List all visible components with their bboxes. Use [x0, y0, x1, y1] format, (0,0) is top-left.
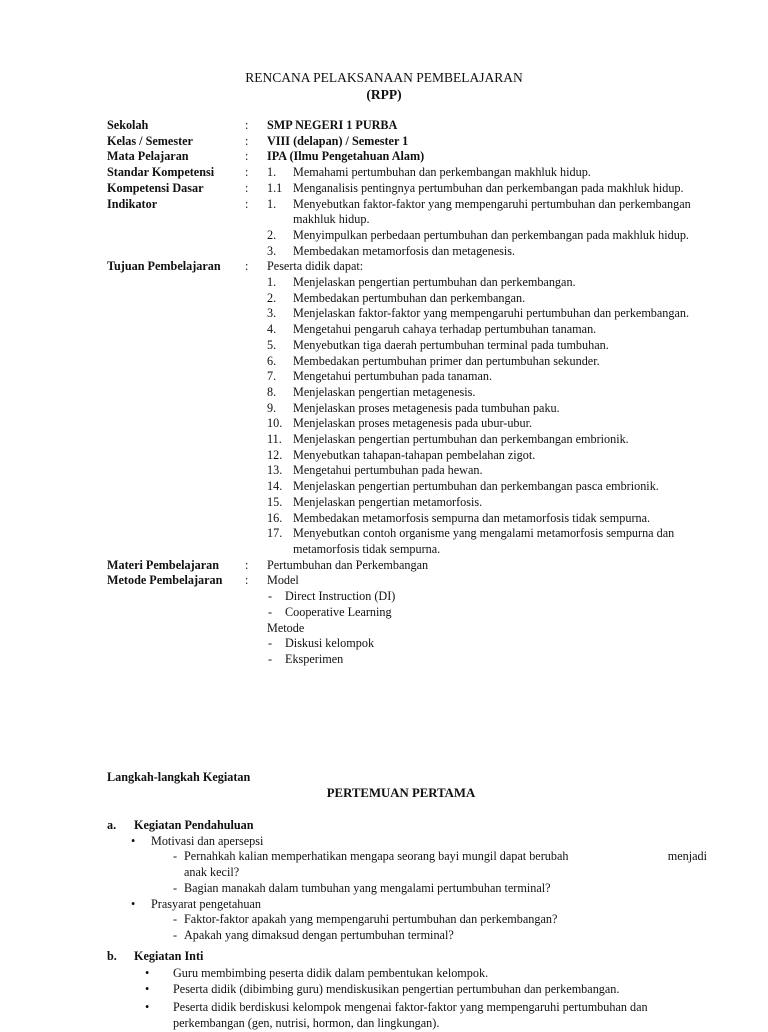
- list-item: - Pernahkah kalian memperhatikan mengapa seorang bayi mungil dapat berubah menjadi anak kecil?: [173, 849, 707, 880]
- label-indikator: Indikator: [107, 196, 158, 211]
- tujuan-list: [267, 259, 707, 557]
- kegiatan-b-title: Kegiatan Inti: [134, 949, 204, 963]
- list-item: - Direct Instruction (DI): [268, 589, 396, 604]
- kegiatan-a-title: Kegiatan Pendahuluan: [134, 818, 254, 832]
- langkah-heading: Langkah-langkah Kegiatan: [107, 770, 251, 784]
- row-materi: Materi Pembelajaran : Pertumbuhan dan Perkembangan: [107, 558, 707, 574]
- label-tujuan: Tujuan Pembelajaran: [107, 259, 221, 274]
- section-letter-a: a.: [107, 818, 117, 832]
- row-mapel: Mata Pelajaran : IPA (Ilmu Pengetahuan Alam): [107, 149, 707, 165]
- label-mapel: Mata Pelajaran: [107, 149, 189, 164]
- list-item: 14. Menjelaskan pengertian pertumbuhan dan perkembangan pasca embrionik.: [267, 479, 659, 494]
- value-materi: Pertumbuhan dan Perkembangan: [267, 557, 429, 572]
- list-item: - Bagian manakah dalam tumbuhan yang mengalami pertumbuhan terminal?: [173, 880, 551, 895]
- document-title: RENCANA PELAKSANAAN PEMBELAJARAN: [245, 70, 523, 85]
- list-item: 16. Membedakan metamorfosis sempurna dan metamorfosis tidak sempurna.: [267, 510, 651, 525]
- label-kelas: Kelas / Semester: [107, 133, 193, 148]
- list-item: - Faktor-faktor apakah yang mempengaruhi pertumbuhan dan perkembangan?: [173, 912, 558, 927]
- kegiatan-inti: [107, 949, 707, 1032]
- kd-number: 1.1: [267, 180, 283, 195]
- list-item: 8. Menjelaskan pengertian metagenesis.: [267, 384, 476, 399]
- list-item: 2. Membedakan pertumbuhan dan perkembangan.: [267, 290, 526, 305]
- label-metode: Metode Pembelajaran: [107, 573, 223, 588]
- list-item: - Diskusi kelompok: [268, 636, 375, 651]
- list-item: • Guru membimbing peserta didik dalam pembentukan kelompok.: [145, 965, 489, 980]
- list-item: 10. Menjelaskan proses metagenesis pada ubur-ubur.: [267, 416, 533, 431]
- list-item: 12. Menyebutkan tahapan-tahapan pembelahan zigot.: [267, 447, 536, 462]
- label-standar-kompetensi: Standar Kompetensi: [107, 165, 215, 180]
- list-item: 1. Menjelaskan pengertian pertumbuhan dan perkembangan.: [267, 275, 576, 290]
- metode-metode-heading: Metode: [267, 620, 305, 635]
- document-subtitle: (RPP): [366, 87, 402, 102]
- list-item: • Peserta didik berdiskusi kelompok mengenai faktor-faktor yang mempengaruhi pertumbuhan dan perkembangan (gen, nutrisi, hormon, dan lingkungan).: [145, 1000, 648, 1030]
- list-item: 13. Mengetahui pertumbuhan pada hewan.: [267, 463, 483, 478]
- list-item: • Peserta didik (dibimbing guru) mendiskusikan pengertian pertumbuhan dan perkembangan.: [145, 982, 620, 997]
- indikator-list: [267, 197, 707, 260]
- list-item: - Cooperative Learning: [268, 604, 392, 619]
- section-letter-b: b.: [107, 949, 117, 963]
- row-kompetensi-dasar: Kompetensi Dasar : 1.1 Menganalisis pentingnya pertumbuhan dan perkembangan pada makhluk hidup.: [107, 181, 707, 197]
- tujuan-intro: Peserta didik dapat:: [267, 259, 364, 274]
- label-kompetensi-dasar: Kompetensi Dasar: [107, 180, 204, 195]
- list-item: 2. Menyimpulkan perbedaan pertumbuhan dan perkembangan pada makhluk hidup.: [267, 227, 689, 242]
- value-standar-kompetensi: Memahami pertumbuhan dan perkembangan makhluk hidup.: [293, 165, 591, 180]
- info-table: [107, 118, 707, 668]
- row-metode: Metode Pembelajaran : Model - Direct Instruction (DI) - Cooperative Learning Metode - Diskusi kelompok - Eksperimen: [107, 573, 707, 667]
- list-item: 6. Membedakan pertumbuhan primer dan pertumbuhan sekunder.: [267, 353, 600, 368]
- list-item: - Apakah yang dimaksud dengan pertumbuhan terminal?: [173, 927, 454, 942]
- label-sekolah: Sekolah: [107, 118, 149, 132]
- list-item: 1. Menyebutkan faktor-faktor yang mempengaruhi pertumbuhan dan perkembangan makhluk hidup.: [267, 196, 691, 227]
- row-tujuan: Tujuan Pembelajaran : Peserta didik dapat: 1. Menjelaskan pengertian pertumbuhan dan perkembangan. 2. Membedakan pertumbuhan dan perkembangan. 3. Menjelaskan faktor-faktor yang mempengaruhi pertumbuhan dan perkembangan. 4. Mengetahui pengaruh cahaya terhadap pertumbuhan tanaman. 5. Menyebutkan tiga daerah pertumbuhan terminal pada tumbuhan. 6. Membedakan pertumbuhan primer dan pertumbuhan sekunder. 7. Mengetahui pertumbuhan pada tanaman. 8. Menjelaskan pengertian metagenesis. 9. Menjelaskan proses metagenesis pada tumbuhan paku. 10. Menjelaskan proses metagenesis pada ubur-ubur. 11. Menjelaskan pengertian pertumbuhan dan perkembangan embrionik. 12. Menyebutkan tahapan-tahapan pembelahan zigot. 13. Mengetahui pertumbuhan pada hewan. 14. Menjelaskan pengertian pertumbuhan dan perkembangan pasca embrionik. 15. Menjelaskan pengertian metamorfosis. 16. Membedakan metamorfosis sempurna dan metamorfosis tidak sempurna. 17. Menyebutkan contoh organisme yang mengalami metamorfosis sempurna dan metamorfosis tidak sempurna.: [107, 259, 707, 557]
- list-item: 3. Menjelaskan faktor-faktor yang mempengaruhi pertumbuhan dan perkembangan.: [267, 306, 690, 321]
- pertemuan-heading: PERTEMUAN PERTAMA: [326, 786, 476, 800]
- list-item: 5. Menyebutkan tiga daerah pertumbuhan terminal pada tumbuhan.: [267, 337, 609, 352]
- sk-number: 1.: [267, 165, 277, 180]
- row-kelas: Kelas / Semester : VIII (delapan) / Semester 1: [107, 134, 707, 150]
- metode-model-heading: Model: [267, 573, 299, 588]
- list-item: 3. Membedakan metamorfosis dan metagenesis.: [267, 243, 516, 258]
- list-item: 15. Menjelaskan pengertian metamorfosis.: [267, 494, 483, 509]
- value-mapel: IPA (Ilmu Pengetahuan Alam): [267, 149, 425, 164]
- list-item: - Eksperimen: [268, 651, 344, 666]
- list-item: 17. Menyebutkan contoh organisme yang mengalami metamorfosis sempurna dan metamorfosis tidak sempurna.: [267, 526, 675, 556]
- list-item: 11. Menjelaskan pengertian pertumbuhan dan perkembangan embrionik.: [267, 432, 629, 447]
- metode-list: [267, 573, 707, 667]
- row-sekolah: Sekolah : SMP NEGERI 1 PURBA: [107, 118, 707, 134]
- value-kelas: VIII (delapan) / Semester 1: [267, 133, 409, 148]
- kegiatan-pendahuluan: [107, 818, 707, 944]
- label-materi: Materi Pembelajaran: [107, 557, 220, 572]
- list-item: • Motivasi dan apersepsi: [131, 833, 264, 848]
- row-standar-kompetensi: Standar Kompetensi : 1. Memahami pertumbuhan dan perkembangan makhluk hidup.: [107, 165, 707, 181]
- list-item: 9. Menjelaskan proses metagenesis pada tumbuhan paku.: [267, 400, 560, 415]
- value-sekolah: SMP NEGERI 1 PURBA: [267, 118, 398, 132]
- list-item: • Prasyarat pengetahuan: [131, 896, 261, 911]
- list-item: 4. Mengetahui pengaruh cahaya terhadap pertumbuhan tanaman.: [267, 322, 597, 337]
- list-item: 7. Mengetahui pertumbuhan pada tanaman.: [267, 369, 492, 384]
- value-kompetensi-dasar: Menganalisis pentingnya pertumbuhan dan perkembangan pada makhluk hidup.: [293, 180, 684, 195]
- row-indikator: Indikator : 1. Menyebutkan faktor-faktor yang mempengaruhi pertumbuhan dan perkembangan makhluk hidup. 2. Menyimpulkan perbedaan pertumbuhan dan perkembangan pada makhluk hidup. 3. Membedakan metamorfosis dan metagenesis.: [107, 197, 707, 260]
